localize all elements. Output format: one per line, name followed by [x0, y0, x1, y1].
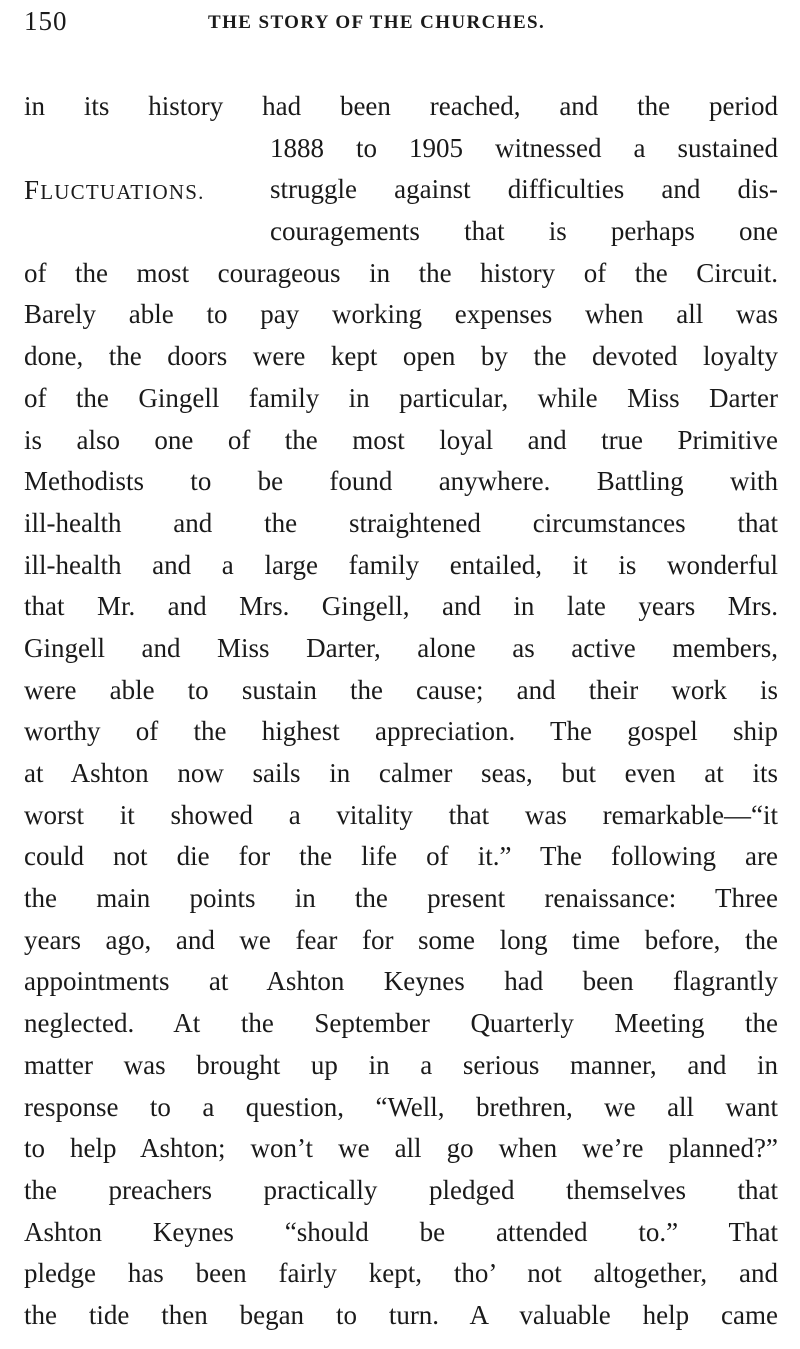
- text-line-11: ill-health and the straightened circumstances that: [24, 507, 778, 538]
- page-number: 150: [24, 6, 68, 36]
- text-line-28: Ashton Keynes “should be attended to.” That: [24, 1216, 778, 1247]
- text-line-10: Methodists to be found anywhere. Battling with: [24, 466, 778, 497]
- text-line-20: the main points in the present renaissance: Three: [24, 883, 778, 914]
- text-line-30: the tide then began to turn. A valuable help came: [24, 1299, 778, 1330]
- text-line-3: struggle against difficulties and dis-: [270, 174, 778, 205]
- running-title: THE STORY OF THE CHURCHES.: [208, 12, 546, 33]
- text-line-7: done, the doors were kept open by the devoted loyalty: [24, 341, 778, 372]
- text-line-2: 1888 to 1905 witnessed a sustained: [270, 132, 778, 163]
- text-line-25: response to a question, “Well, brethren, we all want: [24, 1091, 778, 1122]
- text-line-16: worthy of the highest appreciation. The gospel ship: [24, 716, 778, 747]
- text-line-23: neglected. At the September Quarterly Meeting the: [24, 1008, 778, 1039]
- body-text: [24, 86, 778, 1337]
- text-line-24: matter was brought up in a serious manner, and in: [24, 1049, 778, 1080]
- running-head: [24, 6, 776, 46]
- text-line-19: could not die for the life of it.” The following are: [24, 841, 778, 872]
- text-line-13: that Mr. and Mrs. Gingell, and in late years Mrs.: [24, 591, 778, 622]
- text-line-15: were able to sustain the cause; and their work is: [24, 674, 778, 705]
- text-line-4: couragements that is perhaps one: [270, 216, 778, 247]
- text-line-21: years ago, and we fear for some long time before, the: [24, 924, 778, 955]
- text-line-6: Barely able to pay working expenses when all was: [24, 299, 778, 330]
- text-line-1: in its history had been reached, and the period: [24, 91, 778, 121]
- text-line-8: of the Gingell family in particular, while Miss Darter: [24, 382, 778, 413]
- text-line-18: worst it showed a vitality that was remarkable—“it: [24, 799, 778, 830]
- text-line-14: Gingell and Miss Darter, alone as active members,: [24, 632, 778, 663]
- text-line-12: ill-health and a large family entailed, it is wonderful: [24, 549, 778, 580]
- text-line-22: appointments at Ashton Keynes had been flagrantly: [24, 966, 778, 997]
- text-line-9: is also one of the most loyal and true Primitive: [24, 424, 778, 455]
- text-line-17: at Ashton now sails in calmer seas, but even at its: [24, 758, 778, 788]
- sidenote-initial: F: [24, 175, 41, 205]
- text-line-5: of the most courageous in the history of the Circuit.: [24, 257, 778, 288]
- text-line-27: the preachers practically pledged themselves that: [24, 1174, 778, 1205]
- text-line-29: pledge has been fairly kept, tho’ not altogether, and: [24, 1258, 778, 1289]
- sidenote-rest: LUCTUATIONS.: [40, 180, 205, 204]
- text-line-26: to help Ashton; won’t we all go when we’re planned?”: [24, 1133, 778, 1164]
